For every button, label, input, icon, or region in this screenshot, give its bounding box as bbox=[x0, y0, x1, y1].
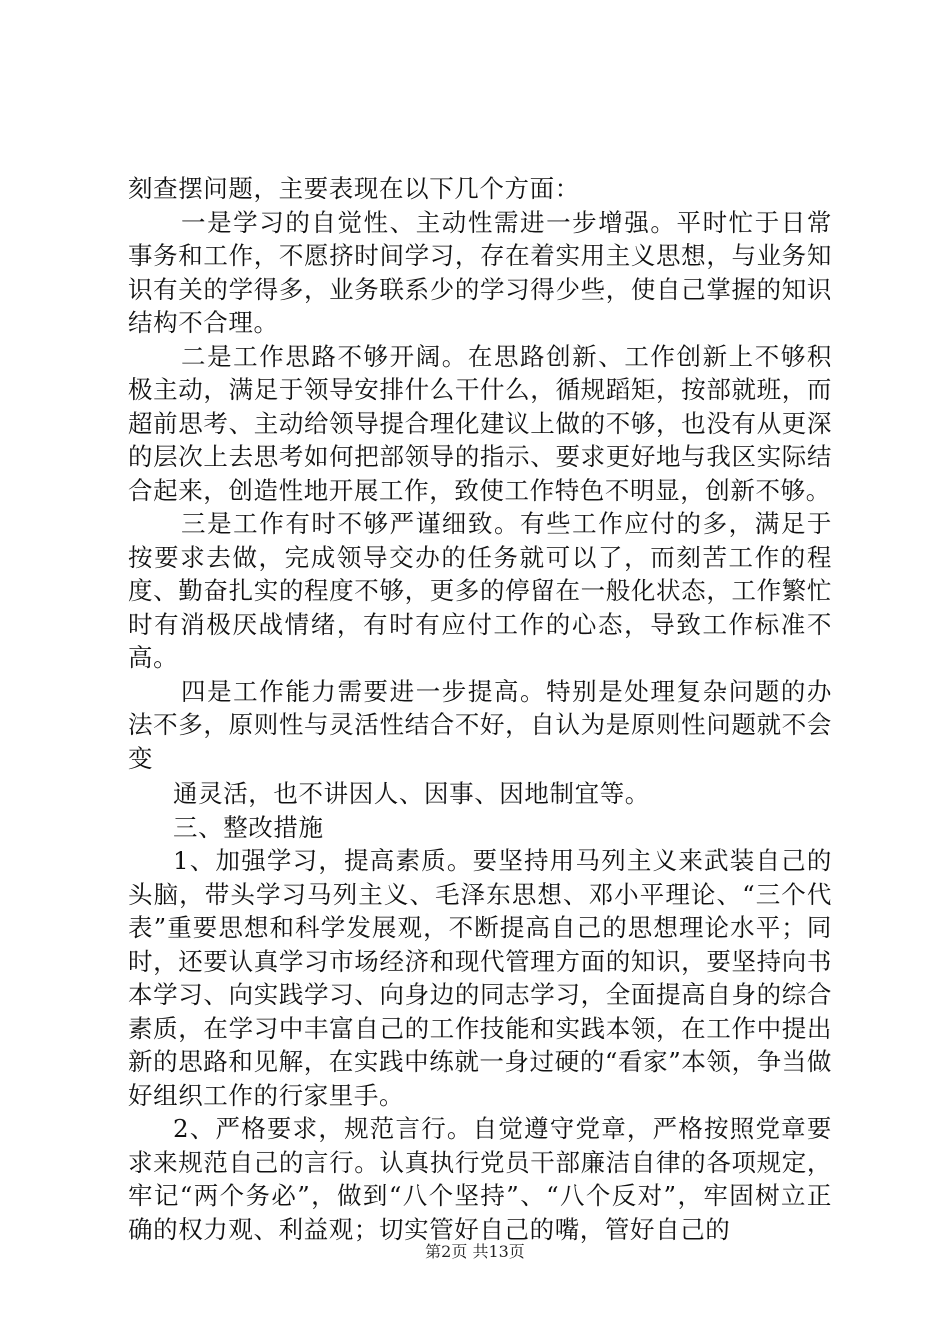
paragraph-problem-1: 一是学习的自觉性、主动性需进一步增强。平时忙于日常事务和工作，不愿挤时间学习，存在着实用主义思想，与业务知识有关的学得多，业务联系少的学习得少些，使自己掌握的知识结构不合理。 bbox=[128, 207, 832, 337]
paragraph-measure-2: 2、严格要求，规范言行。自觉遵守党章，严格按照党章要求来规范自己的言行。认真执行党员干部廉洁自律的各项规定，牢记“两个务必”，做到“八个坚持”、“八个反对”，牢固树立正确的权力观、利益观；切实管好自己的嘴，管好自己的 bbox=[128, 1114, 832, 1244]
section-heading-rectification: 三、整改措施 bbox=[173, 812, 324, 842]
paragraph-problem-2: 二是工作思路不够开阔。在思路创新、工作创新上不够积极主动，满足于领导安排什么干什么，循规蹈矩，按部就班，而超前思考、主动给领导提合理化建议上做的不够，也没有从更深的层次上去思考如何把部领导的指示、要求更好地与我区实际结合起来，创造性地开展工作，致使工作特色不明显，创新不够。 bbox=[128, 341, 832, 505]
paragraph-problem-4-continued: 通灵活，也不讲因人、因事、因地制宜等。 bbox=[173, 779, 650, 808]
document-body bbox=[128, 172, 832, 1246]
paragraph-measure-1: 1、加强学习，提高素质。要坚持用马列主义来武装自己的头脑，带头学习马列主义、毛泽东思想、邓小平理论、“三个代表”重要思想和科学发展观，不断提高自己的思想理论水平；同时，还要认真学习市场经济和现代管理方面的知识，要坚持向书本学习、向实践学习、向身边的同志学习，全面提高自身的综合素质，在学习中丰富自己的工作技能和实践本领，在工作中提出新的思路和见解，在实践中练就一身过硬的“看家”本领，争当做好组织工作的行家里手。 bbox=[128, 846, 832, 1110]
paragraph-continuation: 刻查摆问题，主要表现在以下几个方面： bbox=[128, 174, 580, 203]
paragraph-problem-3: 三是工作有时不够严谨细致。有些工作应付的多，满足于按要求去做，完成领导交办的任务就可以了，而刻苦工作的程度、勤奋扎实的程度不够，更多的停留在一般化状态，工作繁忙时有消极厌战情绪，有时有应付工作的心态，导致工作标准不高。 bbox=[128, 509, 832, 672]
paragraph-problem-4: 四是工作能力需要进一步提高。特别是处理复杂问题的办法不多，原则性与灵活性结合不好，自认为是原则性问题就不会变 bbox=[128, 676, 832, 773]
page-number-footer: 第2页 共13页 bbox=[425, 1242, 525, 1261]
